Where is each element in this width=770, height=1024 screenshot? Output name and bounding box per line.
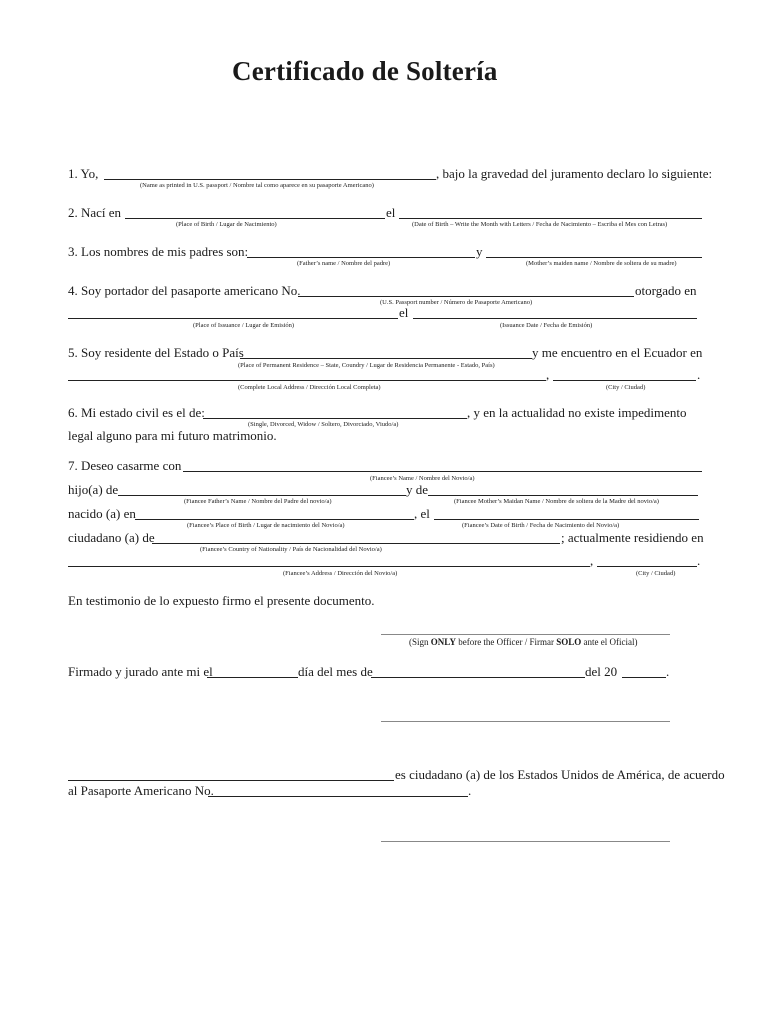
mother-caption: (Mother’s maiden name / Nombre de soltera de su madre) — [526, 260, 677, 267]
residence-field[interactable] — [240, 358, 532, 359]
s7-son-of: hijo(a) de — [68, 482, 119, 497]
s3-y: y — [476, 244, 483, 259]
s7-residing: ; actualmente residiendo en — [561, 530, 704, 545]
s6-label: 6. Mi estado civil es el de: — [68, 405, 205, 420]
s5-period: . — [697, 367, 701, 382]
s1-label: 1. Yo, — [68, 166, 99, 181]
passport-caption: (U.S. Passport number / Número de Pasaporte Americano) — [380, 299, 533, 306]
issuance-date-field[interactable] — [413, 318, 697, 319]
s5-suffix: y me encuentro en el Ecuador en — [532, 345, 703, 360]
father-caption: (Father’s name / Nombre del padre) — [297, 260, 391, 267]
s7-label: 7. Deseo casarme con — [68, 458, 182, 473]
s4-suffix: otorgado en — [635, 283, 697, 298]
fiancee-address-caption: (Fiancee’s Address / Dirección del Novio/a) — [283, 570, 398, 577]
fiancee-name-field[interactable] — [183, 471, 702, 472]
testimony-text: En testimonio de lo expuesto firmo el presente documento. — [68, 593, 375, 608]
fiancee-father-caption: (Fiancee Father’s Name / Nombre del Padre del novio/a) — [184, 498, 332, 505]
s3-label: 3. Los nombres de mis padres son: — [68, 244, 249, 259]
fiancee-mother-field[interactable] — [428, 495, 698, 496]
mother-name-field[interactable] — [486, 257, 702, 258]
citizen-period: . — [468, 783, 472, 798]
fiancee-birthdate-field[interactable] — [434, 519, 699, 520]
birthplace-caption: (Place of Birth / Lugar de Nacimiento) — [176, 221, 277, 228]
s2-el: el — [386, 205, 396, 220]
fiancee-birthplace-field[interactable] — [135, 519, 414, 520]
fiancee-nationality-field[interactable] — [152, 543, 560, 544]
applicant-signature-field[interactable] — [381, 634, 670, 635]
civil-status-field[interactable] — [203, 418, 467, 419]
s7-born-in: nacido (a) en — [68, 506, 136, 521]
sworn-day-of-month: día del mes de — [298, 664, 373, 679]
document-title: Certificado de Soltería — [232, 56, 498, 86]
final-signature-field[interactable] — [381, 841, 670, 842]
s1-suffix: , bajo la gravedad del juramento declaro lo siguiente: — [436, 166, 713, 181]
fiancee-birthplace-caption: (Fiancee’s Place of Birth / Lugar de nacimiento del Novio/a) — [187, 522, 345, 529]
fiancee-father-field[interactable] — [118, 495, 406, 496]
sworn-period: . — [666, 664, 670, 679]
birthplace-field[interactable] — [125, 218, 385, 219]
s2-label: 2. Nací en — [68, 205, 122, 220]
birthdate-caption: (Date of Birth – Write the Month with Letters / Fecha de Nacimiento – Escriba el Mes con Letras) — [412, 221, 668, 228]
fiancee-city-field[interactable] — [597, 566, 697, 567]
issuance-date-caption: (Issuance Date / Fecha de Emisión) — [500, 322, 593, 329]
fiancee-birthdate-caption: (Fiancee’s Date of Birth / Fecha de Nacimiento del Novio/a) — [462, 522, 620, 529]
s7-comma-el: , el — [414, 506, 430, 521]
passport-number-field[interactable] — [298, 296, 634, 297]
s4-el: el — [399, 305, 409, 320]
s5-label: 5. Soy residente del Estado o País — [68, 345, 244, 360]
address-caption: (Complete Local Address / Dirección Local Completa) — [238, 384, 381, 391]
officer-signature-field[interactable] — [381, 721, 670, 722]
s6-line2: legal alguno para mi futuro matrimonio. — [68, 428, 277, 443]
s7-comma: , — [590, 553, 594, 568]
citizen-passport-field[interactable] — [208, 796, 468, 797]
local-city-field[interactable] — [553, 380, 696, 381]
fiancee-address-field[interactable] — [68, 566, 590, 567]
birthdate-field[interactable] — [399, 218, 702, 219]
citizen-passport-label: al Pasaporte Americano No. — [68, 783, 214, 798]
signature-caption: (Sign ONLY before the Officer / Firmar SOLO ante el Oficial) — [409, 637, 638, 647]
s7-period: . — [697, 553, 701, 568]
sworn-label: Firmado y jurado ante mi el — [68, 664, 213, 679]
citizen-name-field[interactable] — [68, 780, 394, 781]
sworn-day-field[interactable] — [207, 677, 298, 678]
local-address-field[interactable] — [68, 380, 546, 381]
sworn-of-year: del 20 — [585, 664, 618, 679]
fiancee-city-caption: (City / Ciudad) — [636, 570, 676, 577]
issuance-place-caption: (Place of Issuance / Lugar de Emisión) — [193, 322, 295, 329]
residence-caption: (Place of Permanent Residence – State, Coundry / Lugar de Residencia Permanente - Estado, País) — [238, 362, 495, 369]
issuance-place-field[interactable] — [68, 318, 398, 319]
s7-citizen-of: ciudadano (a) de — [68, 530, 155, 545]
fiancee-mother-caption: (Fiancee Mother’s Maidan Name / Nombre de soltera de la Madre del novio/a) — [454, 498, 659, 505]
fiancee-nationality-caption: (Fiancee’s Country of Nationality / País de Nacionalidad del Novio/a) — [200, 546, 382, 553]
citizen-statement: es ciudadano (a) de los Estados Unidos de América, de acuerdo — [395, 767, 725, 782]
s6-suffix: , y en la actualidad no existe impedimento — [467, 405, 687, 420]
sworn-month-field[interactable] — [371, 677, 585, 678]
father-name-field[interactable] — [247, 257, 475, 258]
s7-y-de: y de — [406, 482, 429, 497]
civil-status-caption: (Single, Divorced, Widow / Soltero, Divorciado, Viudo/a) — [248, 421, 399, 428]
fiancee-caption: (Fiancee’s Name / Nombre del Novio/a) — [370, 475, 475, 482]
city-caption: (City / Ciudad) — [606, 384, 646, 391]
s4-label: 4. Soy portador del pasaporte americano No. — [68, 283, 301, 298]
name-caption: (Name as printed in U.S. passport / Nombre tal como aparece en su pasaporte Americano) — [140, 182, 374, 189]
sworn-year-field[interactable] — [622, 677, 666, 678]
name-field[interactable] — [104, 179, 436, 180]
s5-comma: , — [546, 367, 550, 382]
